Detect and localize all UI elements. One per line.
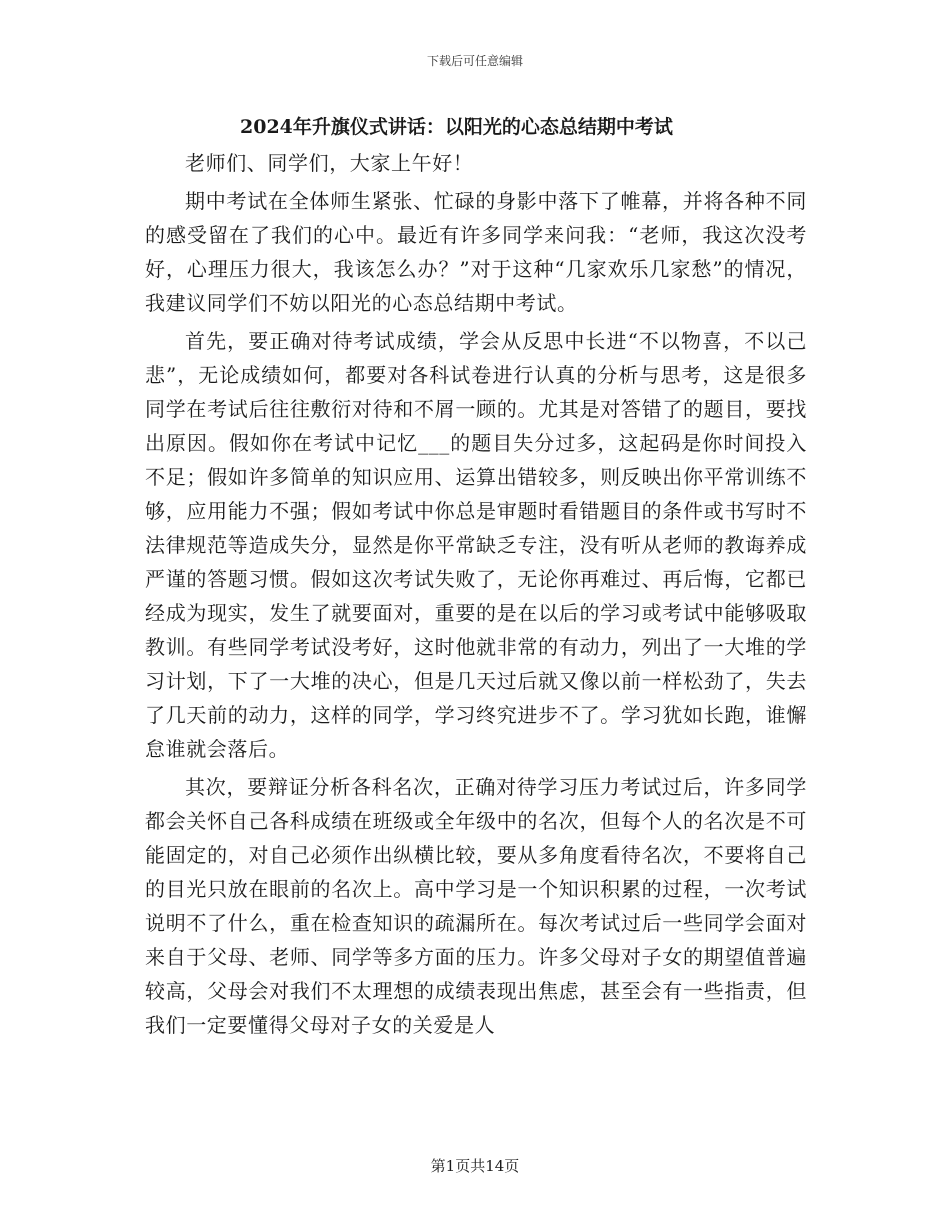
paragraph-second-point: 其次，要辩证分析各科名次，正确对待学习压力考试过后，许多同学都会关怀自己各科成绩在班级或全年级中的名次，但每个人的名次是不可能固定的，对自己必须作出纵横比较，要从多角度看待名次，不要将自己的目光只放在眼前的名次上。高中学习是一个知识积累的过程，一次考试说明不了什么，重在检查知识的疏漏所在。每次考试过后一些同学会面对来自于父母、老师、同学等多方面的压力。许多父母对子女的期望值普遍较高，父母会对我们不太理想的成绩表现出焦虑，甚至会有一些指责，但我们一定要懂得父母对子女的关爱是人: [145, 775, 807, 1037]
paragraph-intro: 期中考试在全体师生紧张、忙碌的身影中落下了帷幕，并将各种不同的感受留在了我们的心中。最近有许多同学来问我：“老师，我这次没考好，心理压力很大，我该怎么办？”对于这种“几家欢乐几家愁”的情况，我建议同学们不妨以阳光的心态总结期中考试。: [145, 189, 807, 315]
document-body: [145, 146, 807, 1042]
paragraph-first-point: 首先，要正确对待考试成绩，学会从反思中长进“不以物喜，不以己悲”，无论成绩如何，都要对各科试卷进行认真的分析与思考，这是很多同学在考试后往往敷衍对待和不屑一顾的。尤其是对答错了的题目，要找出原因。假如你在考试中记忆___的题目失分过多，这起码是你时间投入不足；假如许多简单的知识应用、运算出错较多，则反映出你平常训练不够，应用能力不强；假如考试中你总是审题时看错题目的条件或书写时不法律规范等造成失分，显然是你平常缺乏专注，没有听从老师的教诲养成严谨的答题习惯。假如这次考试失败了，无论你再难过、再后悔，它都已经成为现实，发生了就要面对，重要的是在以后的学习或考试中能够吸取教训。有些同学考试没考好，这时他就非常的有动力，列出了一大堆的学习计划，下了一大堆的决心，但是几天过后就又像以前一样松劲了，失去了几天前的动力，这样的同学，学习终究进步不了。学习犹如长跑，谁懈怠谁就会落后。: [145, 329, 807, 761]
document-title: 2024年升旗仪式讲话：以阳光的心态总结期中考试: [240, 116, 673, 138]
page-header-note: 下载后可任意编辑: [426, 54, 523, 68]
page-number-indicator: 第1页共14页: [430, 1157, 520, 1175]
paragraph-greeting: 老师们、同学们，大家上午好！: [185, 151, 474, 175]
